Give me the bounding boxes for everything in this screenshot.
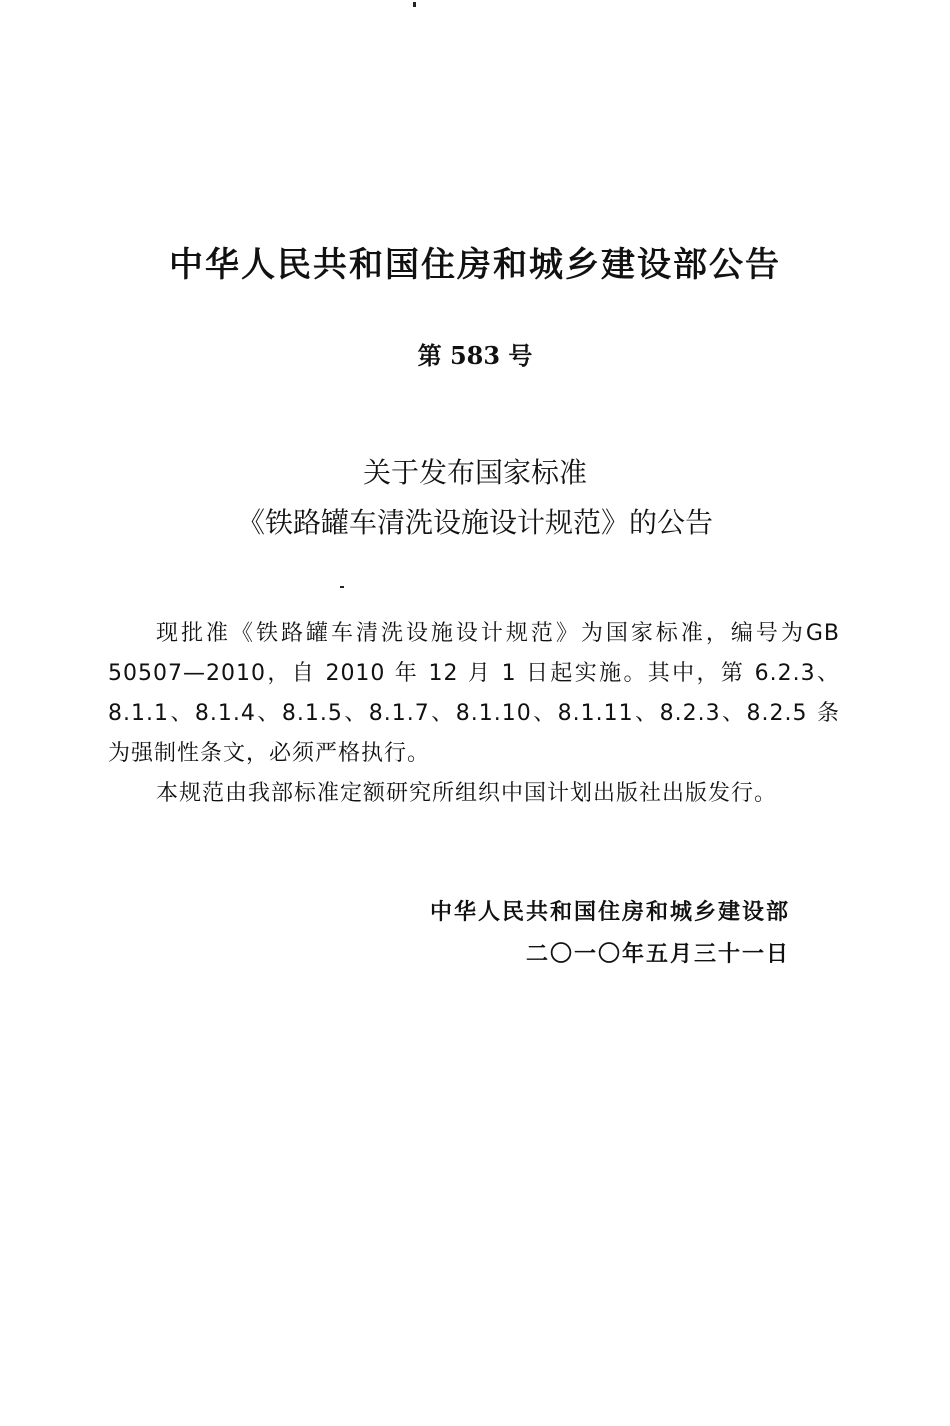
scan-speck: [340, 586, 344, 588]
bulletin-subject: [0, 448, 950, 548]
ministry-title: 中华人民共和国住房和城乡建设部公告: [169, 245, 781, 285]
subject-line-2: 《铁路罐车清洗设施设计规范》的公告: [236, 506, 713, 539]
bulletin-number: 第 583 号: [417, 341, 533, 370]
subject-line-1: 关于发布国家标准: [362, 456, 587, 489]
body-paragraph-2: 本规范由我部标准定额研究所组织中国计划出版社出版发行。: [156, 781, 778, 806]
signature-block: [430, 892, 790, 976]
bulletin-body: [108, 614, 840, 814]
issuer-name: 中华人民共和国住房和城乡建设部: [429, 900, 790, 925]
body-paragraph-1: 现批准《铁路罐车清洗设施设计规范》为国家标准，编号为GB 50507—2010，自 2010 年 12 月 1 日起实施。其中，第 6.2.3、8.1.1、8.1.4、8.1.5、8.1.7、8.1.10、8.1.11、8.2.3、8.2.5 条为强制性条文，必须严格执行。: [108, 621, 840, 766]
issue-date: 二〇一〇年五月三十一日: [525, 942, 790, 967]
scan-speck: [413, 2, 416, 7]
